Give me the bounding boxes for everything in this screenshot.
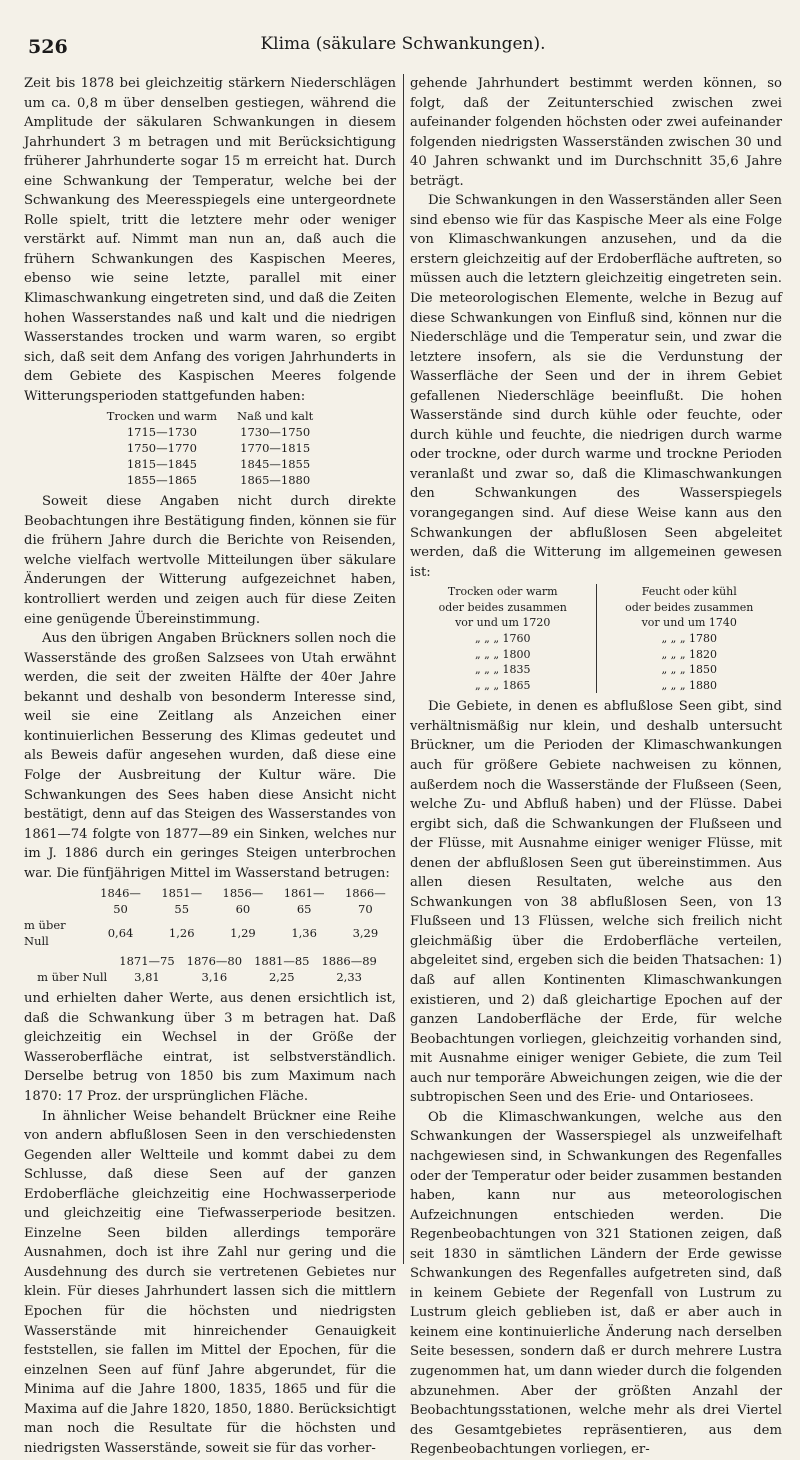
running-title: Klima (säkulare Schwankungen). bbox=[260, 34, 546, 54]
table-cell: 1855—1865 bbox=[126, 473, 197, 488]
table-cell bbox=[596, 662, 782, 678]
table-cell: 1851—55 bbox=[161, 886, 203, 917]
ditto-mark: „ „ „ bbox=[474, 647, 500, 661]
year: 1835 bbox=[502, 663, 531, 677]
table-cell: 1,36 bbox=[291, 926, 317, 941]
paragraph: gehende Jahrhundert bestimmt werden können, so folgt, daß der Zeitunterschied zwischen zwei aufeinander folgenden höchsten oder zwei aufeinander folgenden niedrigsten Wasserständen zwischen 30 und 40 Jahren schwankt und im Durchschnitt 35,6 Jahre beträgt. bbox=[410, 76, 782, 189]
table-cell: 2,33 bbox=[336, 970, 362, 985]
table-cell bbox=[410, 678, 596, 694]
table-cell bbox=[410, 631, 596, 647]
year: 1780 bbox=[689, 632, 718, 645]
weather-periods-table bbox=[97, 408, 324, 488]
running-header bbox=[24, 14, 782, 58]
table-cell bbox=[596, 647, 782, 663]
page-number: 526 bbox=[28, 36, 68, 58]
column-divider bbox=[403, 74, 404, 1264]
table-row bbox=[97, 440, 324, 456]
table-cell bbox=[596, 678, 782, 694]
table-row bbox=[410, 615, 782, 631]
table-cell bbox=[410, 647, 596, 663]
table-row bbox=[410, 647, 782, 663]
table-header: oder beides zusammen bbox=[438, 600, 567, 614]
table-row bbox=[410, 584, 782, 600]
paragraph: Zeit bis 1878 bei gleichzeitig stärkern Niederschlägen um ca. 0,8 m über denselben gestiegen, während die Amplitude der säkularen Schwankungen in diesem Jahrhundert 3 m betragen und mit Berücksichtigung früherer Jahrhunderte sogar 15 m erreicht hat. Durch eine Schwankung der Temperatur, welche bei der Schwankung des Meeresspiegels eine untergeordnete Rolle spielt, tritt die letztere mehr oder weniger verstärkt auf. Nimmt man nun an, daß auch die frühern Schwankungen des Kaspischen Meeres, ebenso wie seine letzte, parallel mit einer Klimaschwankung eingetreten sind, und daß die Zeiten hohen Wasserstandes naß und kalt und die niedrigen Wasserstandes trocken und warm waren, so ergibt sich, daß seit dem Anfang des vorigen Jahrhunderts in dem Gebiete des Kaspischen Meeres folgende Witterungsperioden stattgefunden haben: bbox=[24, 76, 396, 404]
paragraph: und erhielten daher Werte, aus denen ersichtlich ist, daß die Schwankung über 3 m betragen hat. Daß gleichzeitig ein Wechsel in der Größe der Wasseroberfläche eintrat, ist selbstverständlich. Derselbe betrug von 1850 bis zum Maximum nach 1870: 17 Proz. der ursprünglichen Fläche. bbox=[24, 991, 396, 1104]
table-row bbox=[37, 953, 383, 969]
table-cell bbox=[596, 631, 782, 647]
table-row bbox=[37, 969, 383, 985]
table-row bbox=[97, 472, 324, 488]
table-cell: 1846—50 bbox=[100, 886, 141, 917]
table-cell: 1881—85 bbox=[254, 954, 310, 969]
table-cell: 1730—1750 bbox=[240, 425, 311, 440]
table-cell: 1845—1855 bbox=[240, 457, 311, 472]
table-cell: 3,16 bbox=[201, 970, 228, 985]
year: 1760 bbox=[502, 632, 531, 645]
table-header: Trocken und warm bbox=[106, 409, 218, 424]
book-page bbox=[24, 14, 782, 1458]
table-row bbox=[97, 424, 324, 440]
table-cell: 3,29 bbox=[352, 926, 379, 941]
table-row bbox=[24, 885, 396, 917]
table-cell: vor und um 1740 bbox=[596, 615, 782, 631]
table-header: oder beides zusammen bbox=[596, 600, 782, 616]
table-row bbox=[97, 456, 324, 472]
table-cell: 1715—1730 bbox=[126, 425, 197, 440]
table-cell: 1,26 bbox=[168, 926, 195, 941]
table-cell bbox=[410, 662, 596, 678]
table-cell: 2,25 bbox=[268, 970, 295, 985]
paragraph: Die Schwankungen in den Wasserständen aller Seen sind ebenso wie für das Kaspische Meer als eine Folge von Klimaschwankungen anzusehen, und da die erstern gleichzeitig auf der Erdoberfläche auftreten, so müssen auch die letztern gleichzeitig eingetreten sein. Die meteorologischen Elemente, welche in Bezug auf diese Schwankungen von Einfluß sind, können nur die Niederschläge und die Temperatur sein, und zwar die letztere insofern, als sie die Verdunstung der Wasserfläche der Seen und der in ihrem Gebiet gefallenen Niederschläge beeinflußt. Die hohen Wasserstände sind durch kühle oder feuchte, oder durch kühle und feuchte, die niedrigen durch warme oder trockne, oder durch warme und trockne Perioden veranlaßt und zwar so, daß die Klimaschwankungen den Schwankungen des Wasserspiegels vorangegangen sind. Auf diese Weise kann aus den Schwankungen der abflußlosen Seen abgeleitet werden, daß die Witterung im allgemeinen gewesen ist: bbox=[410, 193, 782, 580]
year: 1880 bbox=[689, 678, 718, 692]
ditto-mark: „ „ „ bbox=[474, 663, 500, 677]
left-column bbox=[24, 74, 396, 1456]
paragraph: Die Gebiete, in denen es abflußlose Seen gibt, sind verhältnismäßig nur klein, und deshalb untersucht Brückner, um die Perioden der Klimaschwankungen auch für größere Gebiete nachweisen zu können, außerdem noch die Wasserstände der Flußseen (Seen, welche Zu- und Abfluß haben) und der Flüsse. Dabei ergibt sich, daß die Schwankungen der Flußseen und der Flüsse, mit Ausnahme einiger weniger Flüsse, mit denen der abflußlosen Seen gut übereinstimmen. Aus allen diesen Resultaten, welche aus den Schwankungen von 38 abflußlosen Seen, von 13 Flußseen und 13 Flüssen, welche sich freilich nicht gleichmäßig über die Erdoberfläche verteilen, abgeleitet sind, ergeben sich die beiden Thatsachen: 1) daß auf allen Kontinenten Klimaschwankungen existieren, und 2) daß gleichartige Epochen auf der ganzen Landoberfläche der Erde, für welche Beobachtungen vorliegen, gleichzeitig vorhanden sind, mit Ausnahme einiger weniger Gebiete, die zum Teil auch nur temporäre Abweichungen zeigen, wie die der subtropischen Seen und des Erie- und Ontariosees. bbox=[410, 699, 782, 1106]
table-cell: 1,29 bbox=[230, 926, 256, 941]
year: 1800 bbox=[502, 647, 531, 661]
paragraph: In ähnlicher Weise behandelt Brückner eine Reihe von andern abflußlosen Seen in den verschiedensten Gegenden aller Weltteile und kommt dabei zu dem Schlusse, daß diese Seen auf der ganzen Erdoberfläche gleichzeitig eine Hochwasserperiode und gleichzeitig eine Tiefwasserperiode besitzen. Einzelne Seen bilden allerdings temporäre Ausnahmen, doch ist ihre Zahl nur gering und die Ausdehnung des durch sie vertretenen Gebietes nur klein. Für dieses Jahrhundert lassen sich die mittlern Epochen für die höchsten und niedrigsten Wasserstände mit hinreichender Genauigkeit feststellen, sie fallen im Mittel der Epochen, für die einzelnen Seen auf fünf Jahre abgerundet, für die Minima auf die Jahre 1800, 1835, 1865 und für die Maxima auf die Jahre 1820, 1850, 1880. Berücksichtigt man noch die Resultate für die höchsten und niedrigsten Wasserstände, soweit sie für das vorher- bbox=[24, 1108, 396, 1456]
table-row bbox=[410, 631, 782, 647]
year: 1820 bbox=[689, 647, 718, 661]
ditto-mark: „ „ „ bbox=[474, 678, 500, 692]
table-row bbox=[410, 600, 782, 616]
table-row bbox=[410, 678, 782, 694]
ditto-mark: „ „ „ bbox=[661, 647, 686, 661]
table-cell: 1866—70 bbox=[344, 886, 386, 917]
right-column bbox=[410, 74, 782, 1458]
table-cell: 1865—1880 bbox=[240, 473, 311, 488]
table-cell: vor und um 1720 bbox=[455, 616, 551, 630]
paragraph: Aus den übrigen Angaben Brückners sollen noch die Wasserstände des großen Salzsees von Utah erwähnt werden, die seit der zweiten Hälfte der 40er Jahre bekannt und deshalb von besonderm Interesse sind, weil sie eine Zeitlang als Anzeichen einer kontinuierlichen Besserung des Klimas gedeutet und als Beweis dafür angesehen wurden, daß diese eine Folge der Ausbreitung der Kultur wäre. Die Schwankungen des Sees haben diese Ansicht nicht bestätigt, denn auf das Steigen des Wasserstandes von 1861—74 folgte von 1877—89 ein Sinken, welches nur im J. 1886 durch ein geringes Steigen unterbrochen war. Die fünfjährigen Mittel im Wasserstand betrugen: bbox=[24, 631, 396, 881]
table-cell: 1856—60 bbox=[222, 886, 264, 917]
climate-epochs-table bbox=[410, 584, 782, 693]
ditto-mark: „ „ „ bbox=[661, 663, 686, 677]
water-level-table bbox=[24, 885, 396, 949]
paragraph: Ob die Klimaschwankungen, welche aus den Schwankungen der Wasserspiegel als unzweifelhaft nachgewiesen sind, in Schwankungen des Regenfalles oder der Temperatur oder beider zusammen bestanden haben, kann nur aus meteorologischen Aufzeichnungen entschieden werden. Die Regenbeobachtungen von 321 Stationen zeigen, daß seit 1830 in sämtlichen Ländern der Erde gewisse Schwankungen des Regenfalles aufgetreten sind, daß in keinem Gebiete der Regenfall von Lustrum zu Lustrum gleich geblieben ist, daß er aber auch in keinem eine kontinuierliche Änderung nach derselben Seite besessen, sondern daß er durch mehrere Lustra zugenommen hat, um dann wieder durch die folgenden abzunehmen. Aber der größten Anzahl der Beobachtungsstationen, welche mehr als drei Viertel des Gesamtgebietes repräsentieren, aus dem Regenbeobachtungen vorliegen, er- bbox=[410, 1109, 782, 1458]
table-header: Naß und kalt bbox=[237, 409, 314, 424]
table-cell: 1871—75 bbox=[119, 954, 175, 969]
water-level-table-continued bbox=[37, 953, 383, 985]
ditto-mark: „ „ „ bbox=[661, 632, 686, 645]
year: 1850 bbox=[689, 663, 718, 677]
row-label: m über Null bbox=[24, 918, 66, 949]
year: 1865 bbox=[502, 678, 531, 692]
row-label: m über Null bbox=[37, 970, 108, 985]
ditto-mark: „ „ „ bbox=[661, 678, 686, 692]
paragraph: Soweit diese Angaben nicht durch direkte Beobachtungen ihre Bestätigung finden, können sie für die frühern Jahre durch die Berichte von Reisenden, welche vielfach wertvolle Mitteilungen über säkulare Änderungen der Witterung aufgezeichnet haben, kontrolliert werden und zeigen auch für diese Zeiten eine genügende Übereinstimmung. bbox=[24, 494, 396, 627]
table-row bbox=[410, 662, 782, 678]
table-header: Trocken oder warm bbox=[447, 585, 558, 599]
ditto-mark: „ „ „ bbox=[474, 632, 500, 645]
table-cell: 1886—89 bbox=[321, 954, 377, 969]
table-header: Feucht oder kühl bbox=[596, 584, 782, 600]
table-cell: 3,81 bbox=[134, 970, 160, 985]
table-row bbox=[24, 917, 396, 949]
table-cell: 1815—1845 bbox=[126, 457, 197, 472]
table-cell: 0,64 bbox=[107, 926, 134, 941]
table-cell: 1750—1770 bbox=[126, 441, 197, 456]
table-cell: 1770—1815 bbox=[240, 441, 311, 456]
table-cell: 1861—65 bbox=[283, 886, 325, 917]
table-cell: 1876—80 bbox=[186, 954, 243, 969]
